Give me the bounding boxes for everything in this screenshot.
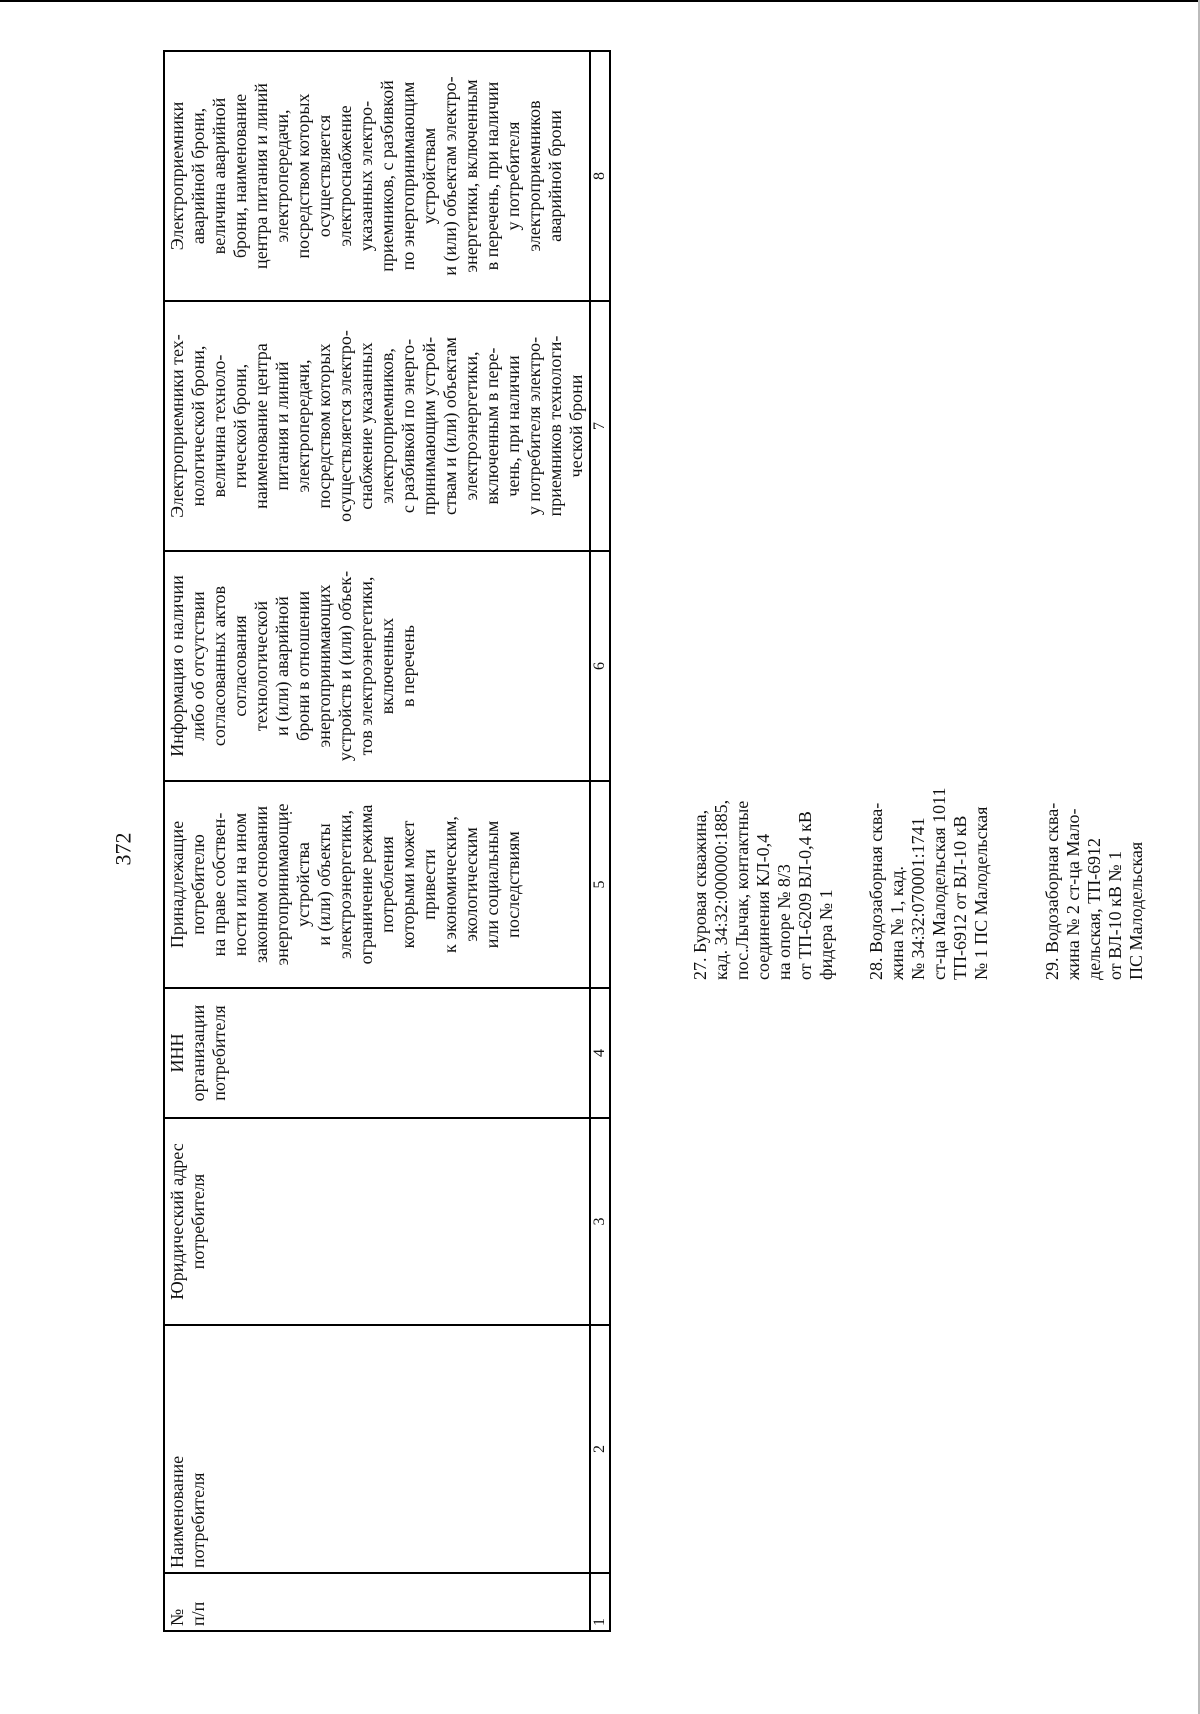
header-cell (164, 781, 590, 988)
header-cell (164, 1573, 590, 1631)
header-technological-armor: Электроприемники тех- нологической брони, величина техноло- гической брони, наименование центра питания и линий электропередачи, посредством которых осуществляется электро- снабжение указанных электроприемников, с разбивкой по энерго- принимающим устрой- ствам и (или) объектам электроэнергетики, включенным в пере- чень, при наличии у потребителя электро- приемников технологи- ческой брони (167, 330, 586, 522)
header-cell (164, 988, 590, 1118)
column-number: 4 (590, 988, 610, 1118)
column-number: 1 (590, 1573, 610, 1631)
consumer-register-table (163, 50, 611, 1632)
header-inn: ИНН организации потребителя (167, 1004, 229, 1102)
list-item-entry: 27. Буровая скважина, кад. 34:32:000000:1885, пос.Лычак, контактные соединения КЛ-0,4 на опоре № 8/3 от ТП-6209 ВЛ-0,4 кВ фидера № 1 (690, 799, 836, 980)
header-cell (164, 301, 590, 551)
header-consumer-name: Наименование потребителя (167, 1455, 208, 1568)
top-border-line (0, 0, 1200, 2)
column-number: 5 (590, 781, 610, 988)
list-item-entry: 28. Водозаборная сква- жина № 1, кад. № 34:32:070001:1741 ст-ца Малодельская 1011 ТП-6912 от ВЛ-10 кВ № 1 ПС Малодельская (866, 787, 991, 980)
column-number: 2 (590, 1325, 610, 1573)
header-armor-acts: Информация о наличии либо об отсутствии согласованных актов согласования технологической и (или) аварийной брони в отношении энергопринимающих устройств и (или) объек- тов электроэнергетики, включенных в перечень (167, 570, 418, 762)
header-number-label: № п/п (167, 1601, 208, 1626)
list-item-entry: 29. Водозаборная сква- жина № 2 ст-ца Мало- дельская, ТП-6912 от ВЛ-10 кВ № 1 ПС Малодельская (1042, 802, 1146, 980)
column-number: 7 (590, 301, 610, 551)
column-number: 8 (590, 51, 610, 301)
rotated-table-area (163, 52, 683, 1632)
table-header-row (164, 51, 590, 1631)
column-number: 3 (590, 1118, 610, 1325)
header-cell (164, 1325, 590, 1573)
header-legal-address: Юридический адрес потребителя (167, 1143, 208, 1300)
header-cell (164, 1118, 590, 1325)
header-cell (164, 51, 590, 301)
column-number-row (590, 51, 610, 1631)
header-owned-devices: Принадлежащие потребителю на праве собствен- ности или на ином законном основании энергопринимающие устройства и (или) объекты электроэнергетики, ограничение режима потребления которыми может привести к экономическим, экологическим или социальным последствиям (167, 803, 523, 966)
page-number: 372 (110, 832, 136, 866)
column-number: 6 (590, 551, 610, 781)
header-emergency-armor: Электроприемники аварийной брони, величина аварийной брони, наименование центра питания и линий электропередачи, посредством которых осуществляется электроснабжение указанных электро- приемников, с разбивкой по энергопринимающим устройствам и (или) объектам электро- энергетики, включенным в перечень, при наличии у потребителя электроприемников аварийной брони (167, 76, 565, 276)
header-cell (164, 551, 590, 781)
